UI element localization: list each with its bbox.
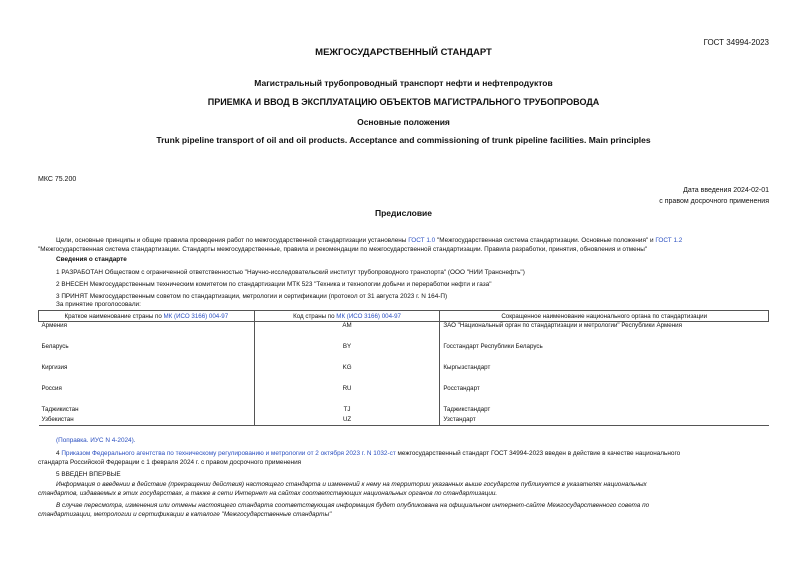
body-cell: Узстандарт xyxy=(440,416,769,426)
info-item-3: 3 ПРИНЯТ Межгосударственным советом по стандартизации, метрологии и сертификации (протокол от 31 августа 2023 г. N 164-П) xyxy=(56,293,448,300)
country-cell: Беларусь xyxy=(41,343,69,350)
body-cell: Кыргызстандарт xyxy=(443,364,491,371)
table-row xyxy=(39,322,769,338)
col-header-country xyxy=(39,311,255,322)
item-5: 5 ВВЕДЕН ВПЕРВЫЕ xyxy=(56,471,121,478)
code-cell: BY xyxy=(254,337,440,358)
preface-paragraph-1 xyxy=(56,236,682,245)
body-cell: Таджикстандарт xyxy=(443,406,491,413)
body-cell: Росстандарт xyxy=(443,385,480,392)
amendment-link[interactable]: (Поправка. ИУС N 4-2024). xyxy=(56,437,136,444)
col-header-text: Краткое наименование страны по xyxy=(64,312,164,320)
info-heading: Сведения о стандарте xyxy=(56,256,127,263)
mk-iso-link-col2[interactable]: МК (ИСО 3166) 004-97 xyxy=(336,312,401,320)
preface-heading: Предисловие xyxy=(374,208,433,218)
item-4-cont: стандарта Российской Федерации с 1 февраля 2024 г. с правом досрочного применения xyxy=(38,459,302,466)
voted-label: За принятие проголосовали: xyxy=(56,301,141,308)
amendment-note xyxy=(56,436,136,445)
code-cell: AM xyxy=(254,322,440,338)
info-item-1: 1 РАЗРАБОТАН Обществом с ограниченной ответственностью "Научно-исследовательский институт трубопроводного транспорта" (ООО "НИИ Транснефть") xyxy=(56,269,525,276)
preface-text: "Межгосударственная система стандартизации. Основные положения" и xyxy=(435,237,656,244)
item-4-text: межгосударственный стандарт ГОСТ 34994-2023 введен в действие в качестве национального xyxy=(395,450,681,457)
info-item-2: 2 ВНЕСЕН Межгосударственным техническим комитетом по стандартизации МТК 523 "Техника и технологии добычи и переработки нефти и газа" xyxy=(56,281,492,288)
early-application-note: с правом досрочного применения xyxy=(659,198,769,205)
table-row xyxy=(39,337,769,358)
english-title: Trunk pipeline transport of oil and oil products. Acceptance and commissioning of trunk pipeline facilities. Main principles xyxy=(156,135,651,145)
info-paragraph-2-cont: стандартизации, метрологии и сертификации в каталоге "Межгосударственные стандарты" xyxy=(38,511,332,518)
item-4-number: 4 xyxy=(56,450,62,457)
body-cell: Госстандарт Республики Беларусь xyxy=(443,343,543,350)
gost-number: ГОСТ 34994-2023 xyxy=(703,38,769,47)
country-cell: Россия xyxy=(41,385,62,392)
code-cell: KG xyxy=(254,358,440,379)
country-cell: Армения xyxy=(41,322,67,329)
standard-subtitle: Магистральный трубопроводный транспорт нефти и нефтепродуктов xyxy=(254,78,553,88)
item-4 xyxy=(56,449,680,458)
info-paragraph-2: В случае пересмотра, изменения или отмены настоящего стандарта соответствующая информация будет опубликована на официальном интернет-сайте Межгосударственного совета по xyxy=(56,502,650,509)
countries-table xyxy=(38,310,769,426)
body-cell: ЗАО "Национальный орган по стандартизации и метрологии" Республики Армения xyxy=(443,322,682,329)
table-row xyxy=(39,379,769,400)
col-header-text: Код страны по xyxy=(293,312,337,320)
standard-title: ПРИЕМКА И ВВОД В ЭКСПЛУАТАЦИЮ ОБЪЕКТОВ МАГИСТРАЛЬНОГО ТРУБОПРОВОДА xyxy=(207,97,600,107)
mks-code: МКС 75.200 xyxy=(38,176,77,183)
col-header-body: Сокращенное наименование национального органа по стандартизации xyxy=(440,311,769,322)
country-cell: Таджикистан xyxy=(41,406,79,413)
country-cell: Узбекистан xyxy=(39,416,255,426)
col-header-code xyxy=(254,311,440,322)
table-row xyxy=(39,358,769,379)
gost-1-0-link[interactable]: ГОСТ 1.0 xyxy=(408,237,436,244)
info-paragraph-1: Информация о введении в действие (прекращении действия) настоящего стандарта и изменений к нему на территории указанных выше государств публикуется в указателях национальных xyxy=(56,481,647,488)
table-row xyxy=(39,416,769,426)
code-cell: UZ xyxy=(254,416,440,426)
table-row xyxy=(39,400,769,416)
table-header-row xyxy=(39,311,769,322)
order-link[interactable]: Приказом Федерального агентства по техническому регулированию и метрологии от 2 октября 2023 г. N 1032-ст xyxy=(61,450,396,457)
preface-paragraph-1-cont: "Межгосударственная система стандартизации. Стандарты межгосударственные, правила и рекомендации по межгосударственной стандартизации. Правила разработки, принятия, обновления и отмены" xyxy=(38,246,648,253)
info-paragraph-1-cont: стандартов, издаваемых в этих государствах, а также в сети Интернет на сайтах соответствующих национальных органов по стандартизации. xyxy=(38,490,498,497)
date-introduction: Дата введения 2024-02-01 xyxy=(683,187,769,194)
gost-1-2-link[interactable]: ГОСТ 1.2 xyxy=(655,237,683,244)
country-cell: Киргизия xyxy=(41,364,68,371)
preface-text: Цели, основные принципы и общие правила проведения работ по межгосударственной стандартизации установлены xyxy=(56,237,409,244)
standard-type-heading: МЕЖГОСУДАРСТВЕННЫЙ СТАНДАРТ xyxy=(315,47,492,58)
code-cell: RU xyxy=(254,379,440,400)
basic-provisions-heading: Основные положения xyxy=(357,117,450,127)
code-cell: TJ xyxy=(254,400,440,416)
mk-iso-link-col1[interactable]: МК (ИСО 3166) 004-97 xyxy=(163,312,229,320)
